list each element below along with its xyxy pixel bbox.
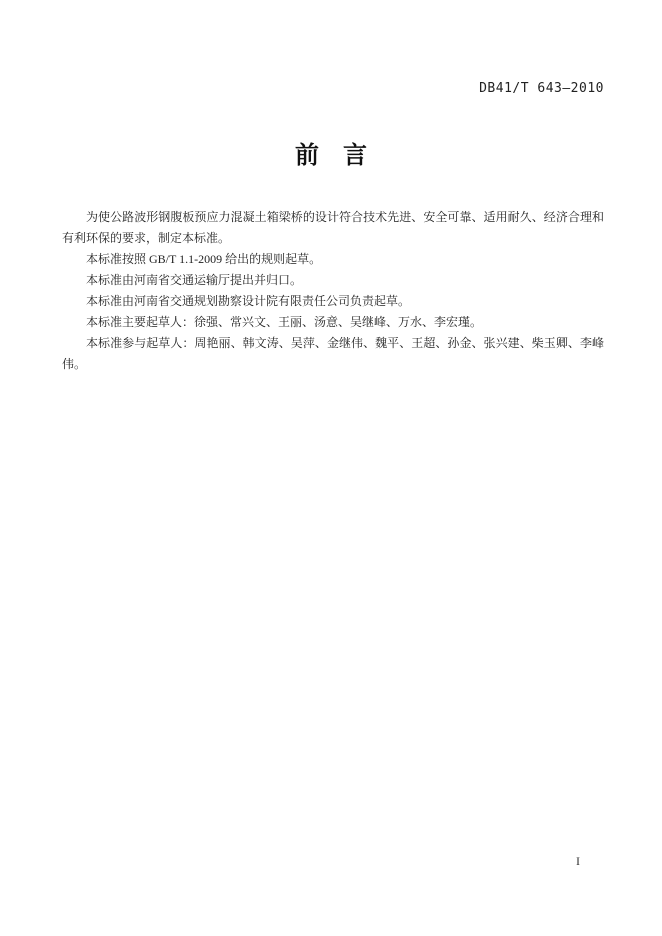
foreword-paragraph-main-drafters: 本标准主要起草人：徐强、常兴文、王丽、汤意、吴继峰、万水、李宏瑾。	[86, 315, 483, 329]
foreword-body	[62, 207, 604, 375]
foreword-paragraph-proposed-by: 本标准由河南省交通运输厅提出并归口。	[86, 273, 303, 287]
foreword-paragraph-drafting-rules: 本标准按照 GB/T 1.1-2009 给出的规则起草。	[86, 252, 322, 266]
foreword-paragraph-participating-drafters: 本标准参与起草人：周艳丽、韩文涛、吴萍、金继伟、魏平、王超、孙金、张兴建、柴玉卿、李峰伟。	[62, 336, 604, 371]
standard-number: DB41/T 643—2010	[479, 81, 604, 96]
page-title: 前 言	[295, 142, 367, 169]
page-number: I	[576, 854, 580, 868]
foreword-paragraph-drafting-org: 本标准由河南省交通规划勘察设计院有限责任公司负责起草。	[86, 294, 411, 308]
foreword-paragraph-intro: 为使公路波形钢腹板预应力混凝土箱梁桥的设计符合技术先进、安全可靠、适用耐久、经济合理和有利环保的要求，制定本标准。	[62, 210, 604, 245]
